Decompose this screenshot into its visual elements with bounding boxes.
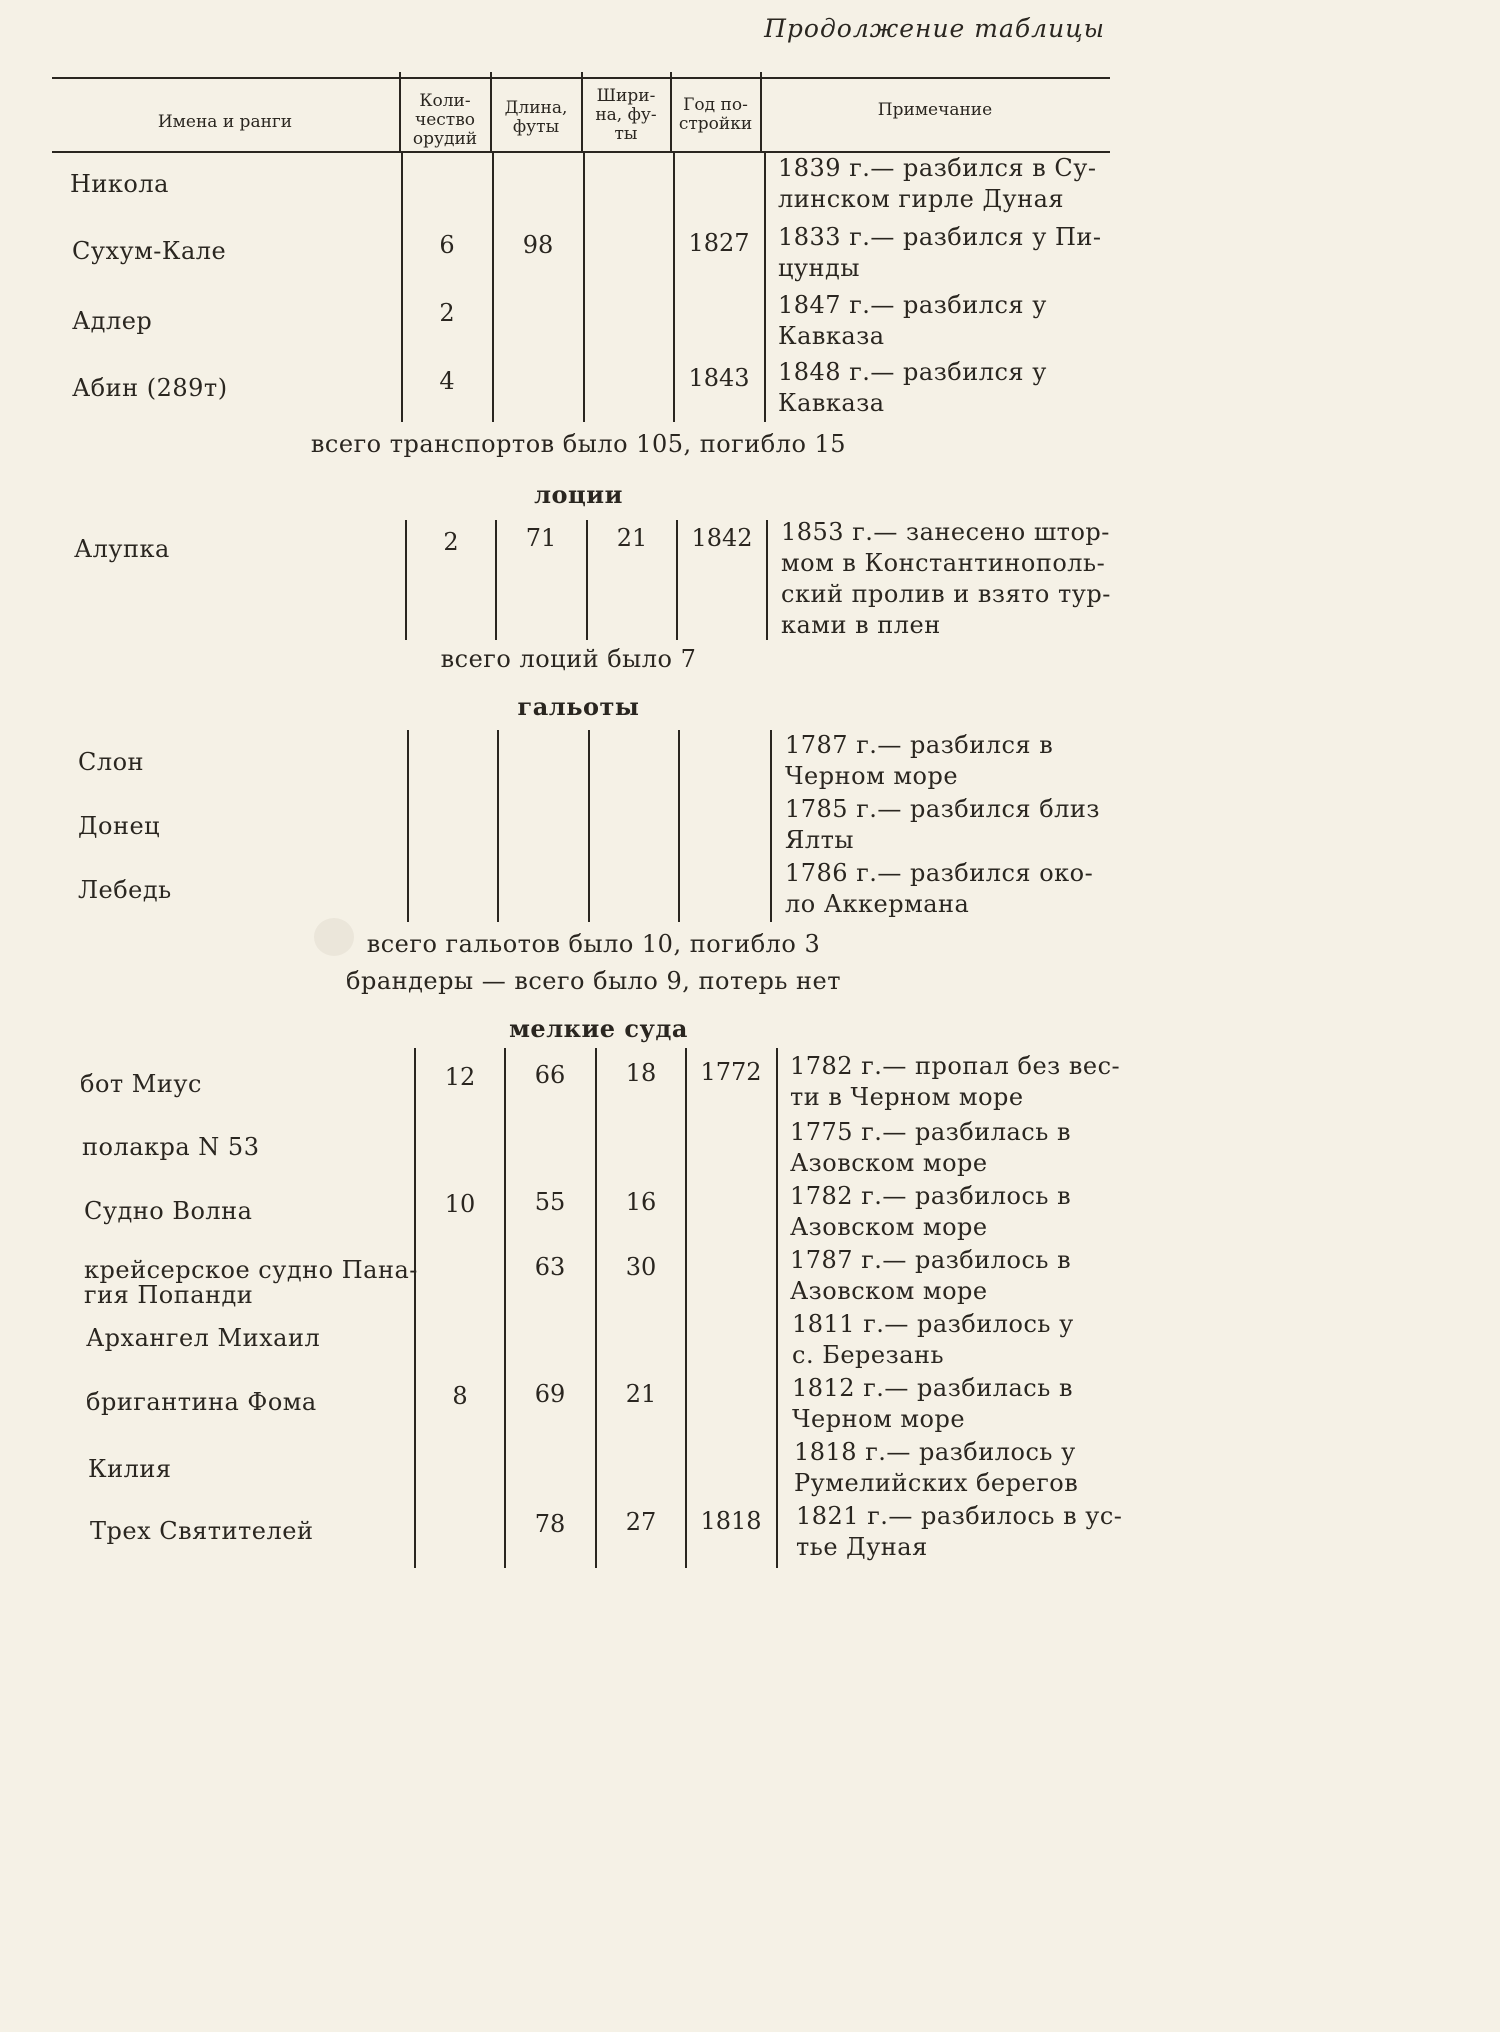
continuation-label: Продолжение таблицы	[764, 14, 1105, 43]
ship-name: Никола	[70, 170, 169, 198]
ship-note: 1821 г.— разбилось в ус- тье Дуная	[796, 1502, 1123, 1561]
section-heading-galioty: гальоты	[517, 692, 640, 721]
year-value: 1772	[700, 1058, 762, 1086]
section-heading-lotsii: лоции	[534, 480, 623, 509]
column-divider	[414, 1048, 416, 1568]
ship-note: 1848 г.— разбился у Кавказа	[778, 358, 1047, 417]
width-value: 21	[616, 524, 648, 552]
section-heading-melkie: мелкие суда	[509, 1014, 688, 1043]
column-divider	[407, 730, 409, 922]
ship-note: 1839 г.— разбился в Су- линском гирле Дуная	[778, 154, 1097, 213]
column-divider	[497, 730, 499, 922]
width-value: 27	[625, 1508, 657, 1536]
width-value: 16	[625, 1188, 657, 1216]
ship-note: 1775 г.— разбилась в Азовском море	[790, 1118, 1071, 1177]
guns-value: 6	[439, 231, 455, 259]
ship-note: 1847 г.— разбился у Кавказа	[778, 291, 1047, 350]
header-length: Длина, футы	[504, 98, 568, 137]
width-value: 30	[625, 1253, 657, 1281]
ship-note: 1787 г.— разбилось в Азовском море	[790, 1246, 1072, 1305]
ship-note: 1833 г.— разбился у Пи- цунды	[778, 223, 1102, 282]
ship-name: Донец	[78, 812, 161, 840]
length-value: 63	[534, 1253, 566, 1281]
column-divider	[588, 730, 590, 922]
ship-note: 1786 г.— разбился око- ло Аккермана	[785, 859, 1094, 918]
column-divider	[770, 730, 772, 922]
summary-brandery: брандеры — всего было 9, потерь нет	[346, 967, 841, 995]
ship-note: 1853 г.— занесено штор- мом в Константинополь- ский пролив и взято тур- ками в плен	[781, 518, 1111, 639]
year-value: 1827	[688, 229, 750, 257]
guns-value: 12	[444, 1063, 476, 1091]
column-divider	[492, 152, 494, 422]
length-value: 55	[534, 1188, 566, 1216]
header-width: Шири- на, фу- ты	[595, 86, 657, 144]
ship-name: крейсерское судно Пана- гия Попанди	[84, 1256, 418, 1309]
ship-note: 1812 г.— разбилась в Черном море	[792, 1374, 1073, 1433]
length-value: 66	[534, 1061, 566, 1089]
column-divider	[595, 1048, 597, 1568]
ship-name: бригантина Фома	[86, 1388, 317, 1416]
header-guns: Коли- чество орудий	[412, 91, 478, 149]
length-value: 71	[525, 524, 557, 552]
length-value: 78	[534, 1510, 566, 1538]
ship-name: Килия	[88, 1455, 172, 1483]
length-value: 69	[534, 1380, 566, 1408]
column-divider	[764, 152, 766, 422]
ship-note: 1782 г.— разбилось в Азовском море	[790, 1182, 1072, 1241]
year-value: 1843	[688, 364, 750, 392]
ship-name: Алупка	[74, 535, 170, 563]
header-year: Год по- стройки	[678, 95, 753, 134]
ship-name: Абин (289т)	[72, 374, 228, 402]
ship-note: 1785 г.— разбился близ Ялты	[785, 795, 1100, 854]
ship-name: Лебедь	[78, 876, 172, 904]
guns-value: 4	[439, 367, 455, 395]
ship-note: 1782 г.— пропал без вес- ти в Черном море	[790, 1052, 1121, 1111]
year-value: 1842	[691, 524, 753, 552]
ship-note: 1787 г.— разбился в Черном море	[785, 731, 1054, 790]
guns-value: 8	[452, 1382, 468, 1410]
width-value: 18	[625, 1059, 657, 1087]
guns-value: 2	[439, 299, 455, 327]
ship-name: бот Миус	[80, 1070, 202, 1098]
ship-name: Архангел Михаил	[86, 1324, 321, 1352]
ship-note: 1811 г.— разбилось у с. Березань	[792, 1310, 1074, 1369]
header-name: Имена и ранги	[157, 112, 293, 132]
column-divider	[583, 152, 585, 422]
header-note: Примечание	[877, 100, 993, 120]
column-divider	[776, 1048, 778, 1568]
summary-transports: всего транспортов было 105, погибло 15	[310, 430, 847, 458]
guns-value: 10	[444, 1190, 476, 1218]
column-divider	[678, 730, 680, 922]
ship-name: Слон	[78, 748, 145, 776]
ship-name: Адлер	[72, 307, 153, 335]
summary-galioty: всего гальотов было 10, погибло 3	[366, 930, 821, 958]
ship-name: полакра N 53	[82, 1133, 260, 1161]
length-value: 98	[522, 231, 554, 259]
ship-name: Трех Святителей	[90, 1517, 314, 1545]
column-divider	[766, 520, 768, 640]
ship-name: Судно Волна	[84, 1197, 253, 1225]
summary-lotsii: всего лоций было 7	[440, 645, 697, 673]
ship-name: Сухум-Кале	[72, 237, 227, 265]
width-value: 21	[625, 1380, 657, 1408]
column-divider	[685, 1048, 687, 1568]
guns-value: 2	[443, 528, 459, 556]
year-value: 1818	[700, 1507, 762, 1535]
column-divider	[504, 1048, 506, 1568]
ship-note: 1818 г.— разбилось у Румелийских берегов	[794, 1438, 1079, 1497]
